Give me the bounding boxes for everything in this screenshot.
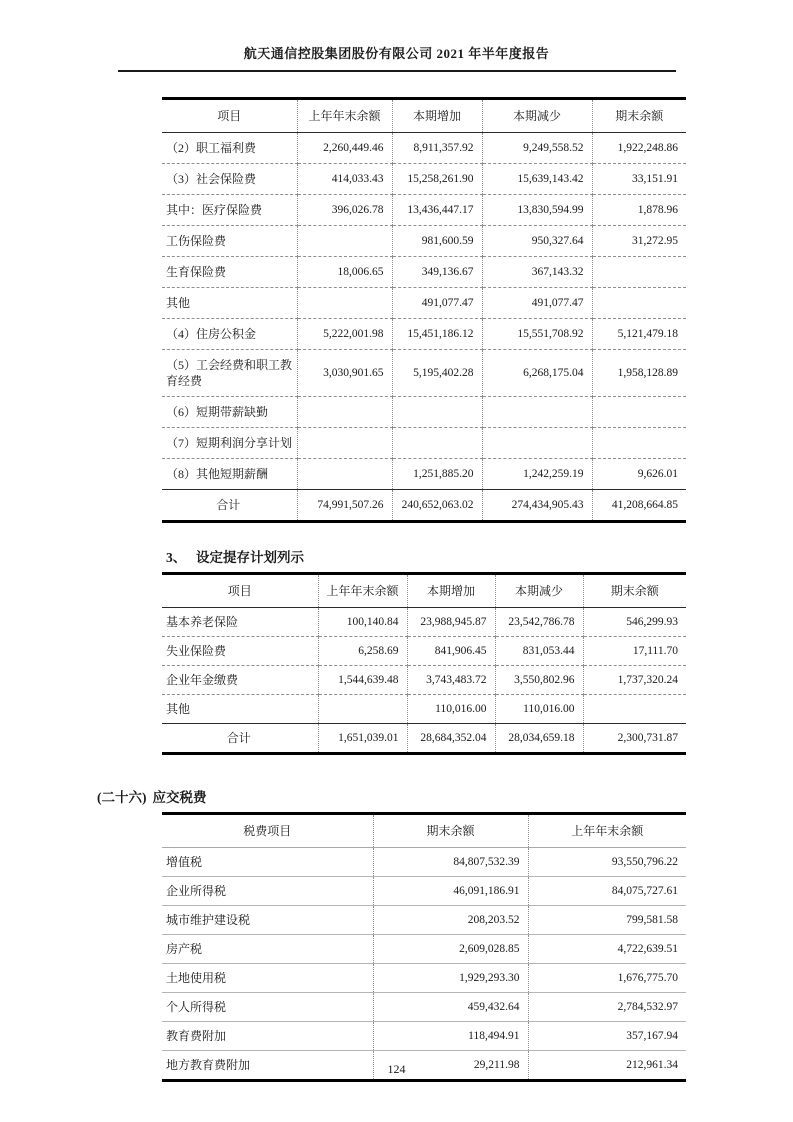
cell-value: 981,600.59	[392, 226, 482, 257]
cell-value: 110,016.00	[495, 695, 583, 724]
column-header: 项目	[162, 574, 318, 608]
cell-value: 841,906.45	[407, 637, 495, 666]
cell-value: 46,091,186.91	[373, 877, 528, 906]
cell-value	[318, 695, 407, 724]
cell-value: 491,077.47	[482, 288, 592, 319]
cell-value: 4,722,639.51	[528, 935, 686, 964]
cell-value: 3,550,802.96	[495, 666, 583, 695]
page-content	[97, 97, 686, 1082]
cell-value: 491,077.47	[392, 288, 482, 319]
cell-value: 2,260,449.46	[297, 133, 392, 164]
table-row	[162, 666, 686, 695]
cell-value: 349,136.67	[392, 257, 482, 288]
cell-value: 6,268,175.04	[482, 350, 592, 397]
column-header: 本期减少	[495, 574, 583, 608]
row-label: （4）住房公积金	[162, 319, 297, 350]
table-row	[162, 1022, 686, 1051]
cell-value	[592, 428, 686, 459]
cell-value: 3,743,483.72	[407, 666, 495, 695]
cell-value: 110,016.00	[407, 695, 495, 724]
cell-value	[297, 397, 392, 428]
short-term-benefits-table	[162, 97, 686, 523]
row-label: （3）社会保险费	[162, 164, 297, 195]
table-row	[162, 164, 686, 195]
cell-value	[482, 397, 592, 428]
cell-value	[592, 397, 686, 428]
cell-value: 74,991,507.26	[297, 490, 392, 522]
cell-value: 3,030,901.65	[297, 350, 392, 397]
cell-value: 9,249,558.52	[482, 133, 592, 164]
cell-value: 84,807,532.39	[373, 848, 528, 877]
cell-value	[592, 257, 686, 288]
table-row	[162, 133, 686, 164]
cell-value: 23,542,786.78	[495, 608, 583, 637]
cell-value: 1,737,320.24	[583, 666, 686, 695]
cell-value: 28,684,352.04	[407, 724, 495, 754]
cell-value	[392, 397, 482, 428]
cell-value: 1,922,248.86	[592, 133, 686, 164]
table-row	[162, 195, 686, 226]
cell-value: 15,451,186.12	[392, 319, 482, 350]
cell-value: 2,609,028.85	[373, 935, 528, 964]
cell-value: 8,911,357.92	[392, 133, 482, 164]
cell-value: 93,550,796.22	[528, 848, 686, 877]
cell-value: 1,676,775.70	[528, 964, 686, 993]
cell-value: 2,300,731.87	[583, 724, 686, 754]
table-row	[162, 608, 686, 637]
table-row	[162, 724, 686, 754]
row-label: （5）工会经费和职工教育经费	[162, 350, 297, 397]
table-row	[162, 848, 686, 877]
cell-value: 1,878.96	[592, 195, 686, 226]
row-label: 土地使用税	[162, 964, 373, 993]
row-label: 其他	[162, 288, 297, 319]
table-row	[162, 993, 686, 1022]
column-header: 期末余额	[373, 814, 528, 848]
cell-value: 1,958,128.89	[592, 350, 686, 397]
cell-value: 1,251,885.20	[392, 459, 482, 490]
cell-value: 15,258,261.90	[392, 164, 482, 195]
table-row	[162, 637, 686, 666]
cell-value	[392, 428, 482, 459]
table-row	[162, 459, 686, 490]
cell-value: 357,167.94	[528, 1022, 686, 1051]
cell-value: 18,006.65	[297, 257, 392, 288]
header-row	[162, 814, 686, 848]
column-header: 期末余额	[583, 574, 686, 608]
row-label: 教育费附加	[162, 1022, 373, 1051]
cell-value: 6,258.69	[318, 637, 407, 666]
row-label: （7）短期利润分享计划	[162, 428, 297, 459]
cell-value: 29,211.98	[373, 1051, 528, 1081]
section-title: 应交税费	[152, 790, 207, 805]
cell-value: 546,299.93	[583, 608, 686, 637]
cell-value: 414,033.43	[297, 164, 392, 195]
cell-value: 9,626.01	[592, 459, 686, 490]
table-row	[162, 964, 686, 993]
section-number: 3、	[166, 550, 187, 565]
cell-value: 15,639,143.42	[482, 164, 592, 195]
row-label: 基本养老保险	[162, 608, 318, 637]
column-header: 本期增加	[392, 99, 482, 133]
row-label: 其中：医疗保险费	[162, 195, 297, 226]
cell-value: 17,111.70	[583, 637, 686, 666]
column-header: 期末余额	[592, 99, 686, 133]
row-label: （2）职工福利费	[162, 133, 297, 164]
row-label: 企业年金缴费	[162, 666, 318, 695]
section-number: (二十六)	[97, 790, 147, 805]
column-header: 上年年末余额	[528, 814, 686, 848]
row-label: 增值税	[162, 848, 373, 877]
row-label: 个人所得税	[162, 993, 373, 1022]
cell-value: 1,929,293.30	[373, 964, 528, 993]
cell-value: 5,195,402.28	[392, 350, 482, 397]
cell-value: 28,034,659.18	[495, 724, 583, 754]
column-header: 项目	[162, 99, 297, 133]
row-label: 生育保险费	[162, 257, 297, 288]
table-row	[162, 490, 686, 522]
cell-value: 41,208,664.85	[592, 490, 686, 522]
header-row	[162, 574, 686, 608]
table-row	[162, 906, 686, 935]
cell-value: 459,432.64	[373, 993, 528, 1022]
row-label: 合计	[162, 490, 297, 522]
cell-value: 100,140.84	[318, 608, 407, 637]
table-row	[162, 257, 686, 288]
cell-value: 208,203.52	[373, 906, 528, 935]
cell-value: 13,436,447.17	[392, 195, 482, 226]
cell-value: 118,494.91	[373, 1022, 528, 1051]
row-label: 失业保险费	[162, 637, 318, 666]
cell-value: 212,961.34	[528, 1051, 686, 1081]
column-header: 上年年末余额	[297, 99, 392, 133]
cell-value: 13,830,594.99	[482, 195, 592, 226]
cell-value: 23,988,945.87	[407, 608, 495, 637]
cell-value: 950,327.64	[482, 226, 592, 257]
table-row	[162, 288, 686, 319]
table-row	[162, 319, 686, 350]
cell-value	[297, 459, 392, 490]
table-row	[162, 935, 686, 964]
section-heading-taxes-payable	[97, 788, 686, 808]
defined-contribution-plan-table	[162, 572, 686, 755]
table-row	[162, 877, 686, 906]
cell-value: 1,651,039.01	[318, 724, 407, 754]
page-number: 124	[387, 1062, 406, 1076]
table-row	[162, 397, 686, 428]
cell-value	[592, 288, 686, 319]
cell-value: 31,272.95	[592, 226, 686, 257]
cell-value: 33,151.91	[592, 164, 686, 195]
cell-value: 396,026.78	[297, 195, 392, 226]
cell-value	[482, 428, 592, 459]
cell-value	[297, 288, 392, 319]
cell-value: 831,053.44	[495, 637, 583, 666]
column-header: 本期增加	[407, 574, 495, 608]
cell-value: 799,581.58	[528, 906, 686, 935]
row-label: （8）其他短期薪酬	[162, 459, 297, 490]
row-label: 企业所得税	[162, 877, 373, 906]
report-title: 航天通信控股集团股份有限公司 2021 年半年度报告	[118, 44, 676, 72]
row-label: 房产税	[162, 935, 373, 964]
report-header	[118, 0, 676, 72]
cell-value	[583, 695, 686, 724]
row-label: 其他	[162, 695, 318, 724]
taxes-payable-table	[162, 812, 686, 1082]
cell-value: 5,222,001.98	[297, 319, 392, 350]
table-row	[162, 350, 686, 397]
cell-value: 367,143.32	[482, 257, 592, 288]
cell-value: 2,784,532.97	[528, 993, 686, 1022]
cell-value: 84,075,727.61	[528, 877, 686, 906]
row-label: 合计	[162, 724, 318, 754]
table-row	[162, 226, 686, 257]
cell-value: 15,551,708.92	[482, 319, 592, 350]
cell-value: 240,652,063.02	[392, 490, 482, 522]
row-label: （6）短期带薪缺勤	[162, 397, 297, 428]
row-label: 工伤保险费	[162, 226, 297, 257]
row-label: 城市维护建设税	[162, 906, 373, 935]
column-header: 上年年末余额	[318, 574, 407, 608]
cell-value: 5,121,479.18	[592, 319, 686, 350]
section-title: 设定提存计划列示	[196, 550, 304, 565]
row-label: 地方教育费附加	[162, 1051, 373, 1081]
header-row	[162, 99, 686, 133]
section-heading-pension-plan	[166, 548, 686, 568]
cell-value: 1,242,259.19	[482, 459, 592, 490]
table-row	[162, 428, 686, 459]
cell-value: 1,544,639.48	[318, 666, 407, 695]
cell-value	[297, 428, 392, 459]
column-header: 税费项目	[162, 814, 373, 848]
cell-value	[297, 226, 392, 257]
table-row	[162, 695, 686, 724]
cell-value: 274,434,905.43	[482, 490, 592, 522]
column-header: 本期减少	[482, 99, 592, 133]
